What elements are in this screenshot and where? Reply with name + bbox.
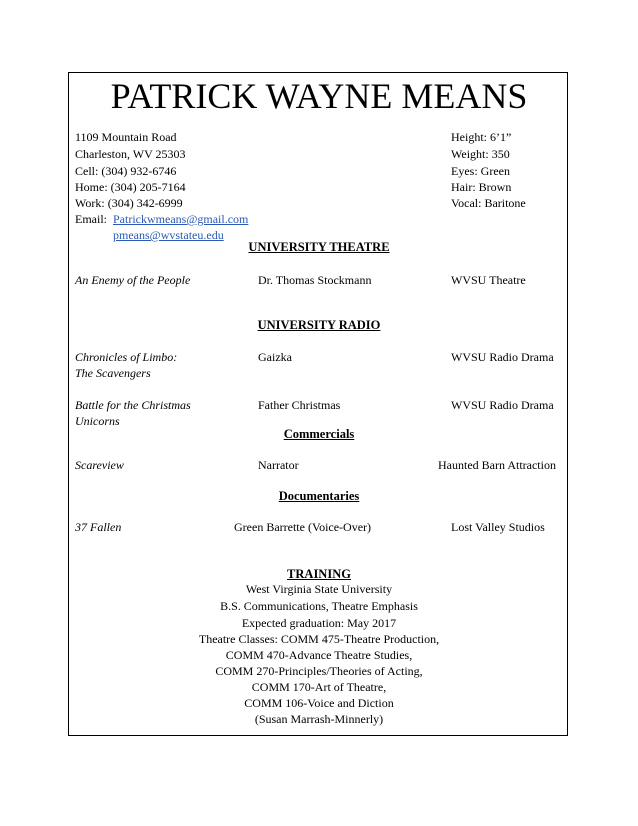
height-stat: Height: 6’1” bbox=[451, 130, 512, 144]
credit-title: Battle for the Christmas bbox=[75, 398, 191, 412]
section-header-commercials: Commercials bbox=[283, 427, 355, 441]
training-line: Theatre Classes: COMM 475-Theatre Production, bbox=[198, 632, 440, 646]
credit-venue: Lost Valley Studios bbox=[451, 520, 545, 534]
section-header-training: TRAINING bbox=[287, 567, 351, 581]
credit-role: Gaizka bbox=[258, 350, 292, 364]
section-header-university-theatre: UNIVERSITY THEATRE bbox=[248, 240, 390, 254]
credit-title: 37 Fallen bbox=[75, 520, 122, 534]
training-line: COMM 170-Art of Theatre, bbox=[251, 680, 387, 694]
training-line: West Virginia State University bbox=[245, 582, 393, 596]
training-line: (Susan Marrash-Minnerly) bbox=[254, 712, 384, 726]
training-line: COMM 106-Voice and Diction bbox=[244, 696, 394, 710]
credit-venue: WVSU Theatre bbox=[451, 273, 526, 287]
credit-role: Narrator bbox=[258, 458, 299, 472]
vocal-stat: Vocal: Baritone bbox=[451, 196, 526, 210]
credit-title-continued: The Scavengers bbox=[75, 366, 151, 380]
home-phone: Home: (304) 205-7164 bbox=[75, 180, 186, 194]
credit-title: An Enemy of the People bbox=[75, 273, 191, 287]
training-line: COMM 470-Advance Theatre Studies, bbox=[225, 648, 413, 662]
training-line: B.S. Communications, Theatre Emphasis bbox=[220, 599, 418, 613]
address-line-2: Charleston, WV 25303 bbox=[75, 147, 186, 161]
email-label: Email: bbox=[75, 212, 107, 226]
section-header-documentaries: Documentaries bbox=[278, 489, 360, 503]
credit-venue: Haunted Barn Attraction bbox=[438, 458, 556, 472]
training-line: Expected graduation: May 2017 bbox=[241, 616, 397, 630]
email-link-wvstate[interactable]: pmeans@wvstateu.edu bbox=[113, 228, 224, 242]
cell-phone: Cell: (304) 932-6746 bbox=[75, 164, 177, 178]
work-phone: Work: (304) 342-6999 bbox=[75, 196, 183, 210]
resume-name: PATRICK WAYNE MEANS bbox=[110, 76, 528, 116]
credit-title: Scareview bbox=[75, 458, 124, 472]
credit-role: Green Barrette (Voice-Over) bbox=[234, 520, 372, 534]
hair-stat: Hair: Brown bbox=[451, 180, 512, 194]
credit-title-continued: Unicorns bbox=[75, 414, 120, 428]
section-header-university-radio: UNIVERSITY RADIO bbox=[257, 318, 381, 332]
credit-title: Chronicles of Limbo: bbox=[75, 350, 178, 364]
training-line: COMM 270-Principles/Theories of Acting, bbox=[215, 664, 423, 678]
email-link-gmail[interactable]: Patrickwmeans@gmail.com bbox=[113, 212, 249, 226]
weight-stat: Weight: 350 bbox=[451, 147, 510, 161]
credit-role: Dr. Thomas Stockmann bbox=[258, 273, 372, 287]
address-line-1: 1109 Mountain Road bbox=[75, 130, 177, 144]
credit-venue: WVSU Radio Drama bbox=[451, 398, 554, 412]
credit-role: Father Christmas bbox=[258, 398, 341, 412]
eyes-stat: Eyes: Green bbox=[451, 164, 510, 178]
credit-venue: WVSU Radio Drama bbox=[451, 350, 554, 364]
